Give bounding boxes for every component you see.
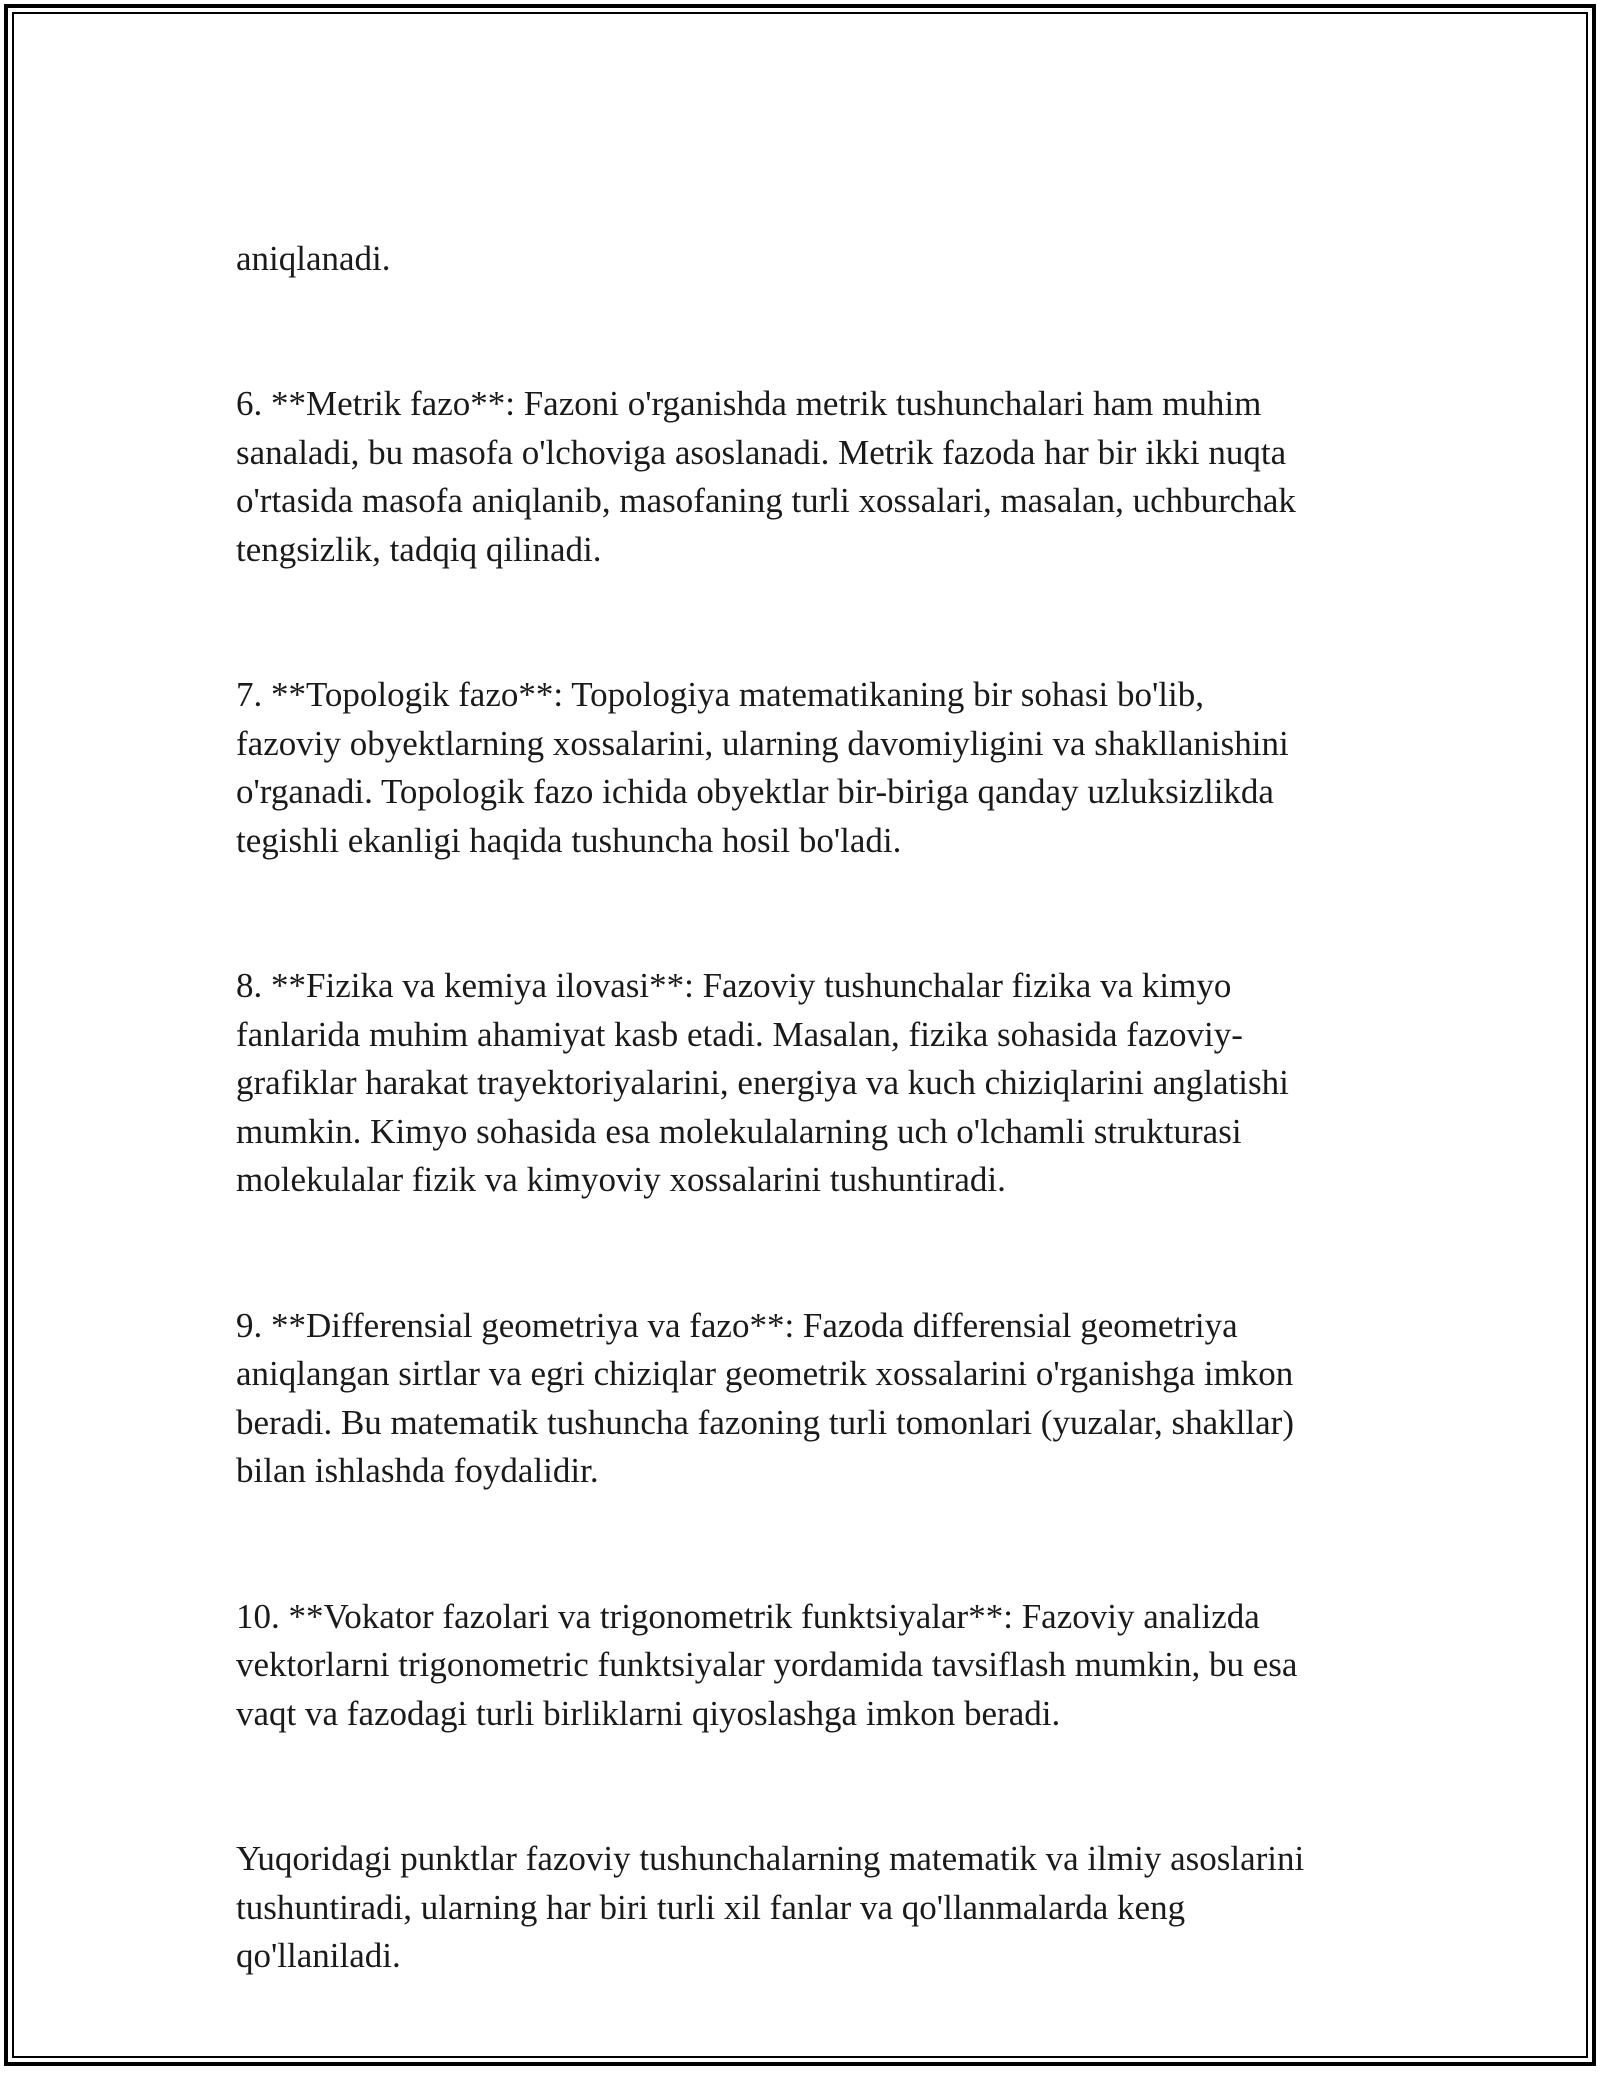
paragraph-continuation: aniqlanadi. (236, 238, 391, 278)
paragraph-metrik-fazo: 6. **Metrik fazo**: Fazoni o'rganishda metrik tushunchalari ham muhim sanaladi, bu masofa o'lchoviga asoslanadi. Metrik fazoda har bir ikki nuqta o'rtasida masofa aniqlanib, masofaning turli xossalari, masalan, uchburchak tengsizlik, tadqiq qilinadi. (236, 384, 1296, 569)
document-body (236, 186, 1366, 2078)
paragraph-conclusion: Yuqoridagi punktlar fazoviy tushunchalarning matematik va ilmiy asoslarini tushuntiradi, ularning har biri turli xil fanlar va qo'llanmalarda keng qo'llaniladi. (236, 1839, 1305, 1975)
paragraph-differensial-geometriya: 9. **Differensial geometriya va fazo**: Fazoda differensial geometriya aniqlangan sirtlar va egri chiziqlar geometrik xossalarini o'rganishga imkon beradi. Bu matematik tushuncha fazoning turli tomonlari (yuzalar, shakllar) bilan ishlashda foydalidir. (236, 1305, 1294, 1490)
paragraph-topologik-fazo: 7. **Topologik fazo**: Topologiya matematikaning bir sohasi bo'lib, fazoviy obyektlarning xossalarini, ularning davomiyligini va shakllanishini o'rganadi. Topologik fazo ichida obyektlar bir-biriga qanday uzluksizlikda tegishli ekanligi haqida tushuncha hosil bo'ladi. (236, 675, 1289, 860)
paragraph-fizika-kemiya: 8. **Fizika va kemiya ilovasi**: Fazoviy tushunchalar fizika va kimyo fanlarida muhim ahamiyat kasb etadi. Masalan, fizika sohasida fazoviy- grafiklar harakat trayektoriyalarini, energiya va kuch chiziqlarini anglatishi mumkin. Kimyo sohasida esa molekulalarning uch o'lchamli strukturasi molekulalar fizik va kimyoviy xossalarini tushuntiradi. (236, 966, 1289, 1199)
paragraph-vokator-fazolari: 10. **Vokator fazolari va trigonometrik funktsiyalar**: Fazoviy analizda vektorlarni trigonometric funktsiyalar yordamida tavsiflash mumkin, bu esa vaqt va fazodagi turli birliklarni qiyoslashga imkon beradi. (236, 1596, 1298, 1733)
